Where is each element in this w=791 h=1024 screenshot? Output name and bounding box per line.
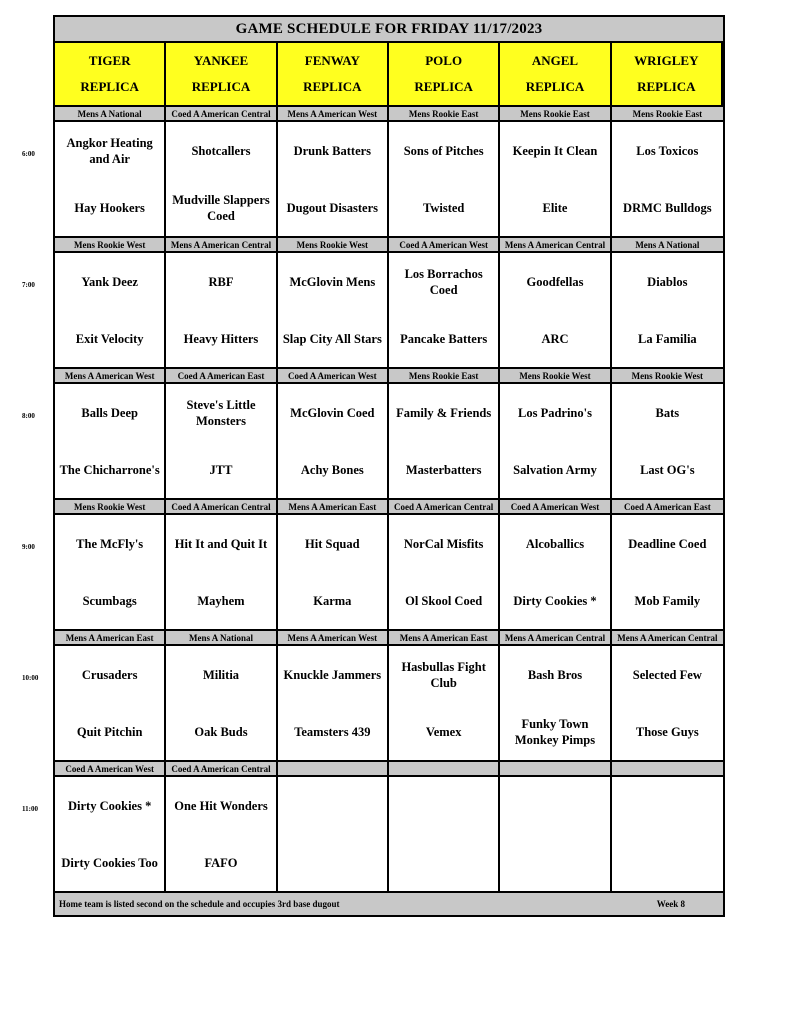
time-label: 8:00	[22, 412, 35, 420]
home-team: Ol Skool Coed	[405, 593, 483, 608]
field-header-polo	[389, 43, 500, 107]
home-team: Mob Family	[634, 593, 701, 608]
home-team: Funky Town Monkey Pimps	[514, 716, 596, 747]
schedule-sheet	[53, 15, 725, 917]
league-label: Coed A American West	[55, 762, 166, 777]
time-label: 6:00	[22, 150, 35, 158]
game-cell	[55, 122, 166, 238]
home-team: La Familia	[637, 331, 697, 346]
game-cell	[55, 777, 166, 893]
league-label: Mens Rookie East	[389, 369, 500, 384]
time-label: 9:00	[22, 543, 35, 551]
home-team: Dirty Cookies Too	[61, 855, 158, 870]
league-label: Coed A American West	[389, 238, 500, 253]
league-label: Mens Rookie East	[500, 107, 611, 122]
away-team: Los Padrino's	[518, 405, 592, 420]
league-label: Coed A American Central	[166, 500, 277, 515]
time-label: 7:00	[22, 281, 35, 289]
league-label	[278, 762, 389, 777]
away-team	[389, 777, 498, 834]
game-cell	[278, 384, 389, 500]
league-label: Coed A American West	[500, 500, 611, 515]
home-team: Vemex	[425, 724, 462, 739]
schedule-grid	[55, 43, 723, 893]
field-header-wrigley	[612, 43, 723, 107]
league-label: Mens Rookie West	[55, 238, 166, 253]
away-team: McGlovin Coed	[290, 405, 375, 420]
league-label	[500, 762, 611, 777]
league-label: Coed A American East	[612, 500, 723, 515]
field-header-fenway	[278, 43, 389, 107]
schedule-title: GAME SCHEDULE FOR FRIDAY 11/17/2023	[55, 17, 723, 43]
away-team: Militia	[202, 667, 240, 682]
away-team: Alcoballics	[525, 536, 585, 551]
league-label: Mens Rookie West	[612, 369, 723, 384]
game-cell	[500, 777, 611, 893]
away-team: RBF	[208, 274, 234, 289]
league-label	[612, 762, 723, 777]
away-team: One Hit Wonders	[174, 798, 268, 813]
away-team: Bats	[655, 405, 680, 420]
league-label: Mens Rookie East	[612, 107, 723, 122]
away-team: Dirty Cookies *	[68, 798, 152, 813]
home-team: The Chicharrone's	[59, 462, 160, 477]
home-team: Karma	[313, 593, 352, 608]
field-name: POLO	[425, 53, 463, 68]
game-cell	[612, 646, 723, 762]
home-team: Hay Hookers	[74, 200, 145, 215]
field-subtitle: REPLICA	[414, 79, 473, 94]
league-label: Coed A American Central	[166, 762, 277, 777]
game-cell	[166, 384, 277, 500]
away-team: Steve's Little Monsters	[186, 397, 256, 428]
game-cell	[500, 515, 611, 631]
game-cell	[166, 122, 277, 238]
week-label: Week 8	[656, 899, 685, 909]
away-team: Hit It and Quit It	[174, 536, 268, 551]
away-team: Angkor Heating and Air	[66, 135, 153, 166]
home-team	[389, 834, 498, 891]
league-label: Mens A American West	[278, 107, 389, 122]
away-team: Keepin It Clean	[512, 143, 598, 158]
home-team: Achy Bones	[300, 462, 364, 477]
league-label	[389, 762, 500, 777]
home-team: Mayhem	[197, 593, 245, 608]
game-cell	[55, 515, 166, 631]
game-cell	[389, 384, 500, 500]
away-team: Hit Squad	[305, 536, 360, 551]
away-team	[612, 777, 723, 834]
game-cell	[389, 515, 500, 631]
game-cell	[612, 253, 723, 369]
field-subtitle: REPLICA	[80, 79, 139, 94]
home-team	[612, 834, 723, 891]
home-team: DRMC Bulldogs	[623, 200, 712, 215]
field-subtitle: REPLICA	[191, 79, 251, 94]
field-name: FENWAY	[304, 53, 360, 68]
game-cell	[612, 777, 723, 893]
footer-note: Home team is listed second on the schedule and occupies 3rd base dugout	[59, 899, 340, 909]
league-label: Mens A American East	[389, 631, 500, 646]
game-cell	[166, 253, 277, 369]
field-header-yankee	[166, 43, 277, 107]
game-cell	[612, 384, 723, 500]
league-label: Mens Rookie West	[500, 369, 611, 384]
league-label: Mens A National	[166, 631, 277, 646]
game-cell	[389, 253, 500, 369]
league-label: Coed A American Central	[389, 500, 500, 515]
game-cell	[278, 253, 389, 369]
game-cell	[55, 384, 166, 500]
away-team: Knuckle Jammers	[283, 667, 382, 682]
game-cell	[278, 515, 389, 631]
away-team: Balls Deep	[81, 405, 138, 420]
away-team	[278, 777, 387, 834]
away-team: NorCal Misfits	[403, 536, 484, 551]
away-team: Diablos	[647, 274, 688, 289]
away-team: Drunk Batters	[293, 143, 372, 158]
game-cell	[278, 122, 389, 238]
game-cell	[500, 253, 611, 369]
game-cell	[278, 777, 389, 893]
home-team: Elite	[542, 200, 568, 215]
home-team: Those Guys	[635, 724, 699, 739]
league-label: Mens A American West	[278, 631, 389, 646]
home-team: Dugout Disasters	[286, 200, 378, 215]
game-cell	[166, 777, 277, 893]
field-header-tiger	[55, 43, 166, 107]
game-cell	[389, 646, 500, 762]
time-label: 11:00	[22, 805, 38, 813]
away-team: Hasbullas Fight Club	[401, 659, 486, 690]
game-cell	[500, 122, 611, 238]
game-cell	[166, 515, 277, 631]
home-team	[278, 834, 387, 891]
home-team: Scumbags	[82, 593, 137, 608]
home-team: Exit Velocity	[75, 331, 144, 346]
home-team: Pancake Batters	[400, 331, 488, 346]
home-team: Twisted	[422, 200, 465, 215]
home-team: Quit Pitchin	[76, 724, 143, 739]
time-label: 10:00	[22, 674, 39, 682]
away-team: McGlovin Mens	[289, 274, 376, 289]
league-label: Mens A American West	[55, 369, 166, 384]
field-subtitle: REPLICA	[525, 79, 585, 94]
away-team: Selected Few	[632, 667, 702, 682]
home-team: Heavy Hitters	[183, 331, 259, 346]
field-subtitle: REPLICA	[303, 79, 362, 94]
league-label: Mens A American East	[278, 500, 389, 515]
away-team	[500, 777, 609, 834]
home-team: JTT	[209, 462, 233, 477]
home-team: FAFO	[204, 855, 238, 870]
league-label: Mens Rookie West	[55, 500, 166, 515]
league-label: Mens A National	[55, 107, 166, 122]
field-name: TIGER	[88, 53, 131, 68]
game-cell	[166, 646, 277, 762]
game-cell	[500, 646, 611, 762]
field-name: ANGEL	[531, 53, 579, 68]
game-cell	[55, 646, 166, 762]
field-name: WRIGLEY	[634, 53, 699, 68]
away-team: Deadline Coed	[628, 536, 707, 551]
league-label: Coed A American Central	[166, 107, 277, 122]
home-team: Dirty Cookies *	[513, 593, 597, 608]
away-team: Bash Bros	[527, 667, 583, 682]
game-cell	[389, 777, 500, 893]
home-team: Last OG's	[640, 462, 695, 477]
game-cell	[389, 122, 500, 238]
footer-band	[55, 893, 723, 915]
league-label: Mens A American Central	[166, 238, 277, 253]
league-label: Mens Rookie West	[278, 238, 389, 253]
field-subtitle: REPLICA	[637, 79, 696, 94]
game-cell	[500, 384, 611, 500]
away-team: Family & Friends	[396, 405, 492, 420]
league-label: Mens A American Central	[500, 631, 611, 646]
home-team: Masterbatters	[405, 462, 482, 477]
home-team: Salvation Army	[513, 462, 597, 477]
league-label: Coed A American East	[166, 369, 277, 384]
league-label: Coed A American West	[278, 369, 389, 384]
away-team: Yank Deez	[81, 274, 138, 289]
away-team: Sons of Pitches	[403, 143, 484, 158]
league-label: Mens Rookie East	[389, 107, 500, 122]
home-team: Slap City All Stars	[282, 331, 382, 346]
field-name: YANKEE	[193, 53, 249, 68]
game-cell	[55, 253, 166, 369]
game-cell	[612, 122, 723, 238]
away-team: Shotcallers	[191, 143, 251, 158]
away-team: Los Borrachos Coed	[404, 266, 483, 297]
league-label: Mens A American Central	[500, 238, 611, 253]
field-header-angel	[500, 43, 611, 107]
game-cell	[612, 515, 723, 631]
game-cell	[278, 646, 389, 762]
home-team	[500, 834, 609, 891]
away-team: The McFly's	[76, 536, 144, 551]
home-team: Mudville Slappers Coed	[172, 192, 270, 223]
league-label: Mens A American Central	[612, 631, 723, 646]
home-team: Teamsters 439	[294, 724, 371, 739]
home-team: Oak Buds	[194, 724, 248, 739]
league-label: Mens A National	[612, 238, 723, 253]
home-team: ARC	[541, 331, 569, 346]
league-label: Mens A American East	[55, 631, 166, 646]
away-team: Los Toxicos	[636, 143, 699, 158]
away-team: Goodfellas	[526, 274, 584, 289]
away-team: Crusaders	[81, 667, 138, 682]
